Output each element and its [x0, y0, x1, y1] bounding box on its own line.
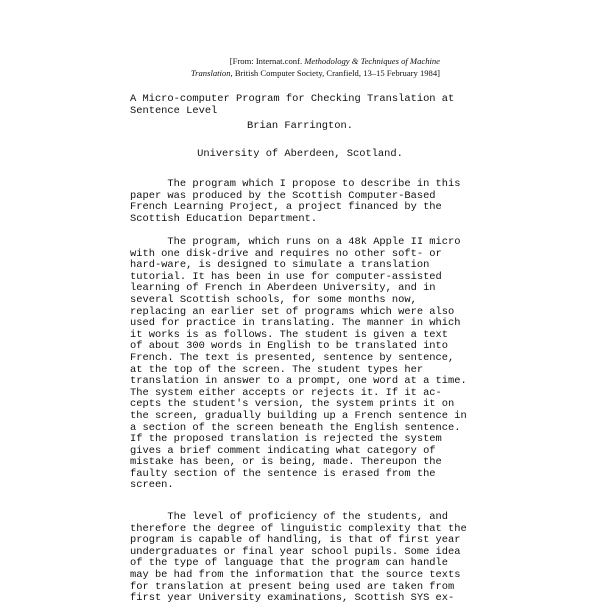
citation-conference-title-end: Translation — [190, 68, 231, 78]
paragraph-line: learning of French in Aberdeen University, and in — [130, 282, 436, 295]
citation-prefix: [From: Internat.conf. — [229, 56, 305, 66]
paragraph-line: it works is as follows. The student is given a text — [130, 328, 449, 341]
paragraph-1 — [130, 179, 470, 225]
title-line: Sentence Level — [130, 104, 218, 117]
paragraph-line: mistake has been, or is being, made. Thereupon the — [130, 456, 442, 469]
paper-title — [130, 94, 475, 117]
citation-conference-title: Methodology & Techniques of Machine — [304, 56, 440, 66]
paragraph-line: at the top of the screen. The student types her — [130, 363, 424, 376]
paragraph-line: used for practice in translating. The manner in which — [130, 317, 461, 330]
author-name: Brian Farrington. — [246, 120, 353, 132]
paragraph-line: screen. — [130, 479, 174, 492]
paragraph-line: cepts the student's version, the system prints it on — [130, 398, 455, 411]
paragraph-line: French Learning Project, a project financed by the — [130, 201, 442, 214]
paragraph-line: undergraduates or final year school pupils. Some idea — [130, 545, 461, 558]
paragraph-line: the screen, gradually building up a French sentence in — [130, 409, 467, 422]
paragraph-line: a section of the screen beneath the English sentence. — [130, 421, 461, 434]
citation-header — [150, 55, 440, 79]
paragraph-line: The level of proficiency of the students, and — [130, 511, 449, 523]
paragraph-line: therefore the degree of linguistic complexity that the — [130, 522, 467, 535]
paragraph-line: If the proposed translation is rejected the system — [130, 433, 442, 446]
paragraph-line: several Scottish schools, for some months now, — [130, 293, 417, 306]
paragraph-line: of about 300 words in English to be translated into — [130, 340, 449, 353]
citation-publisher: , British Computer Society, Cranfield, 13–15 February 1984] — [230, 68, 440, 78]
paragraph-line: first year University examinations, Scottish SYS ex- — [130, 592, 455, 605]
paragraph-2 — [130, 237, 470, 492]
paragraph-line: with one disk-drive and requires no other soft- or — [130, 247, 442, 260]
paragraph-line: replacing an earlier set of programs which were also — [130, 305, 455, 318]
paragraph-line: paper was produced by the Scottish Computer-Based — [130, 189, 436, 202]
paragraph-line: The program, which runs on a 48k Apple II micro — [130, 236, 461, 248]
paragraph-line: The program which I propose to describe in this — [130, 178, 461, 190]
paragraph-line: French. The text is presented, sentence by sentence, — [130, 351, 455, 364]
paragraph-line: may be had from the information that the source texts — [130, 568, 461, 581]
paragraph-line: Scottish Education Department. — [130, 212, 318, 225]
paragraph-3 — [130, 512, 470, 605]
paragraph-line: tutorial. It has been in use for computer-assisted — [130, 270, 442, 283]
paragraph-line: hard-ware, is designed to simulate a translation — [130, 259, 430, 272]
paragraph-line: of the type of language that the program can handle — [130, 557, 449, 570]
paragraph-line: faulty section of the sentence is erased from the — [130, 467, 436, 480]
author-affiliation: University of Aberdeen, Scotland. — [197, 148, 403, 160]
paragraph-line: gives a brief comment indicating what category of — [130, 444, 436, 457]
paragraph-line: for translation at present being used are taken from — [130, 580, 455, 593]
citation-line-1 — [150, 55, 440, 67]
paragraph-line: program is capable of handling, is that of first year — [130, 534, 461, 547]
citation-line-2 — [150, 67, 440, 79]
title-line: A Micro-computer Program for Checking Translation at — [130, 93, 455, 105]
paragraph-line: The system either accepts or rejects it. If it ac- — [130, 386, 442, 399]
paragraph-line: translation in answer to a prompt, one word at a time. — [130, 375, 467, 388]
